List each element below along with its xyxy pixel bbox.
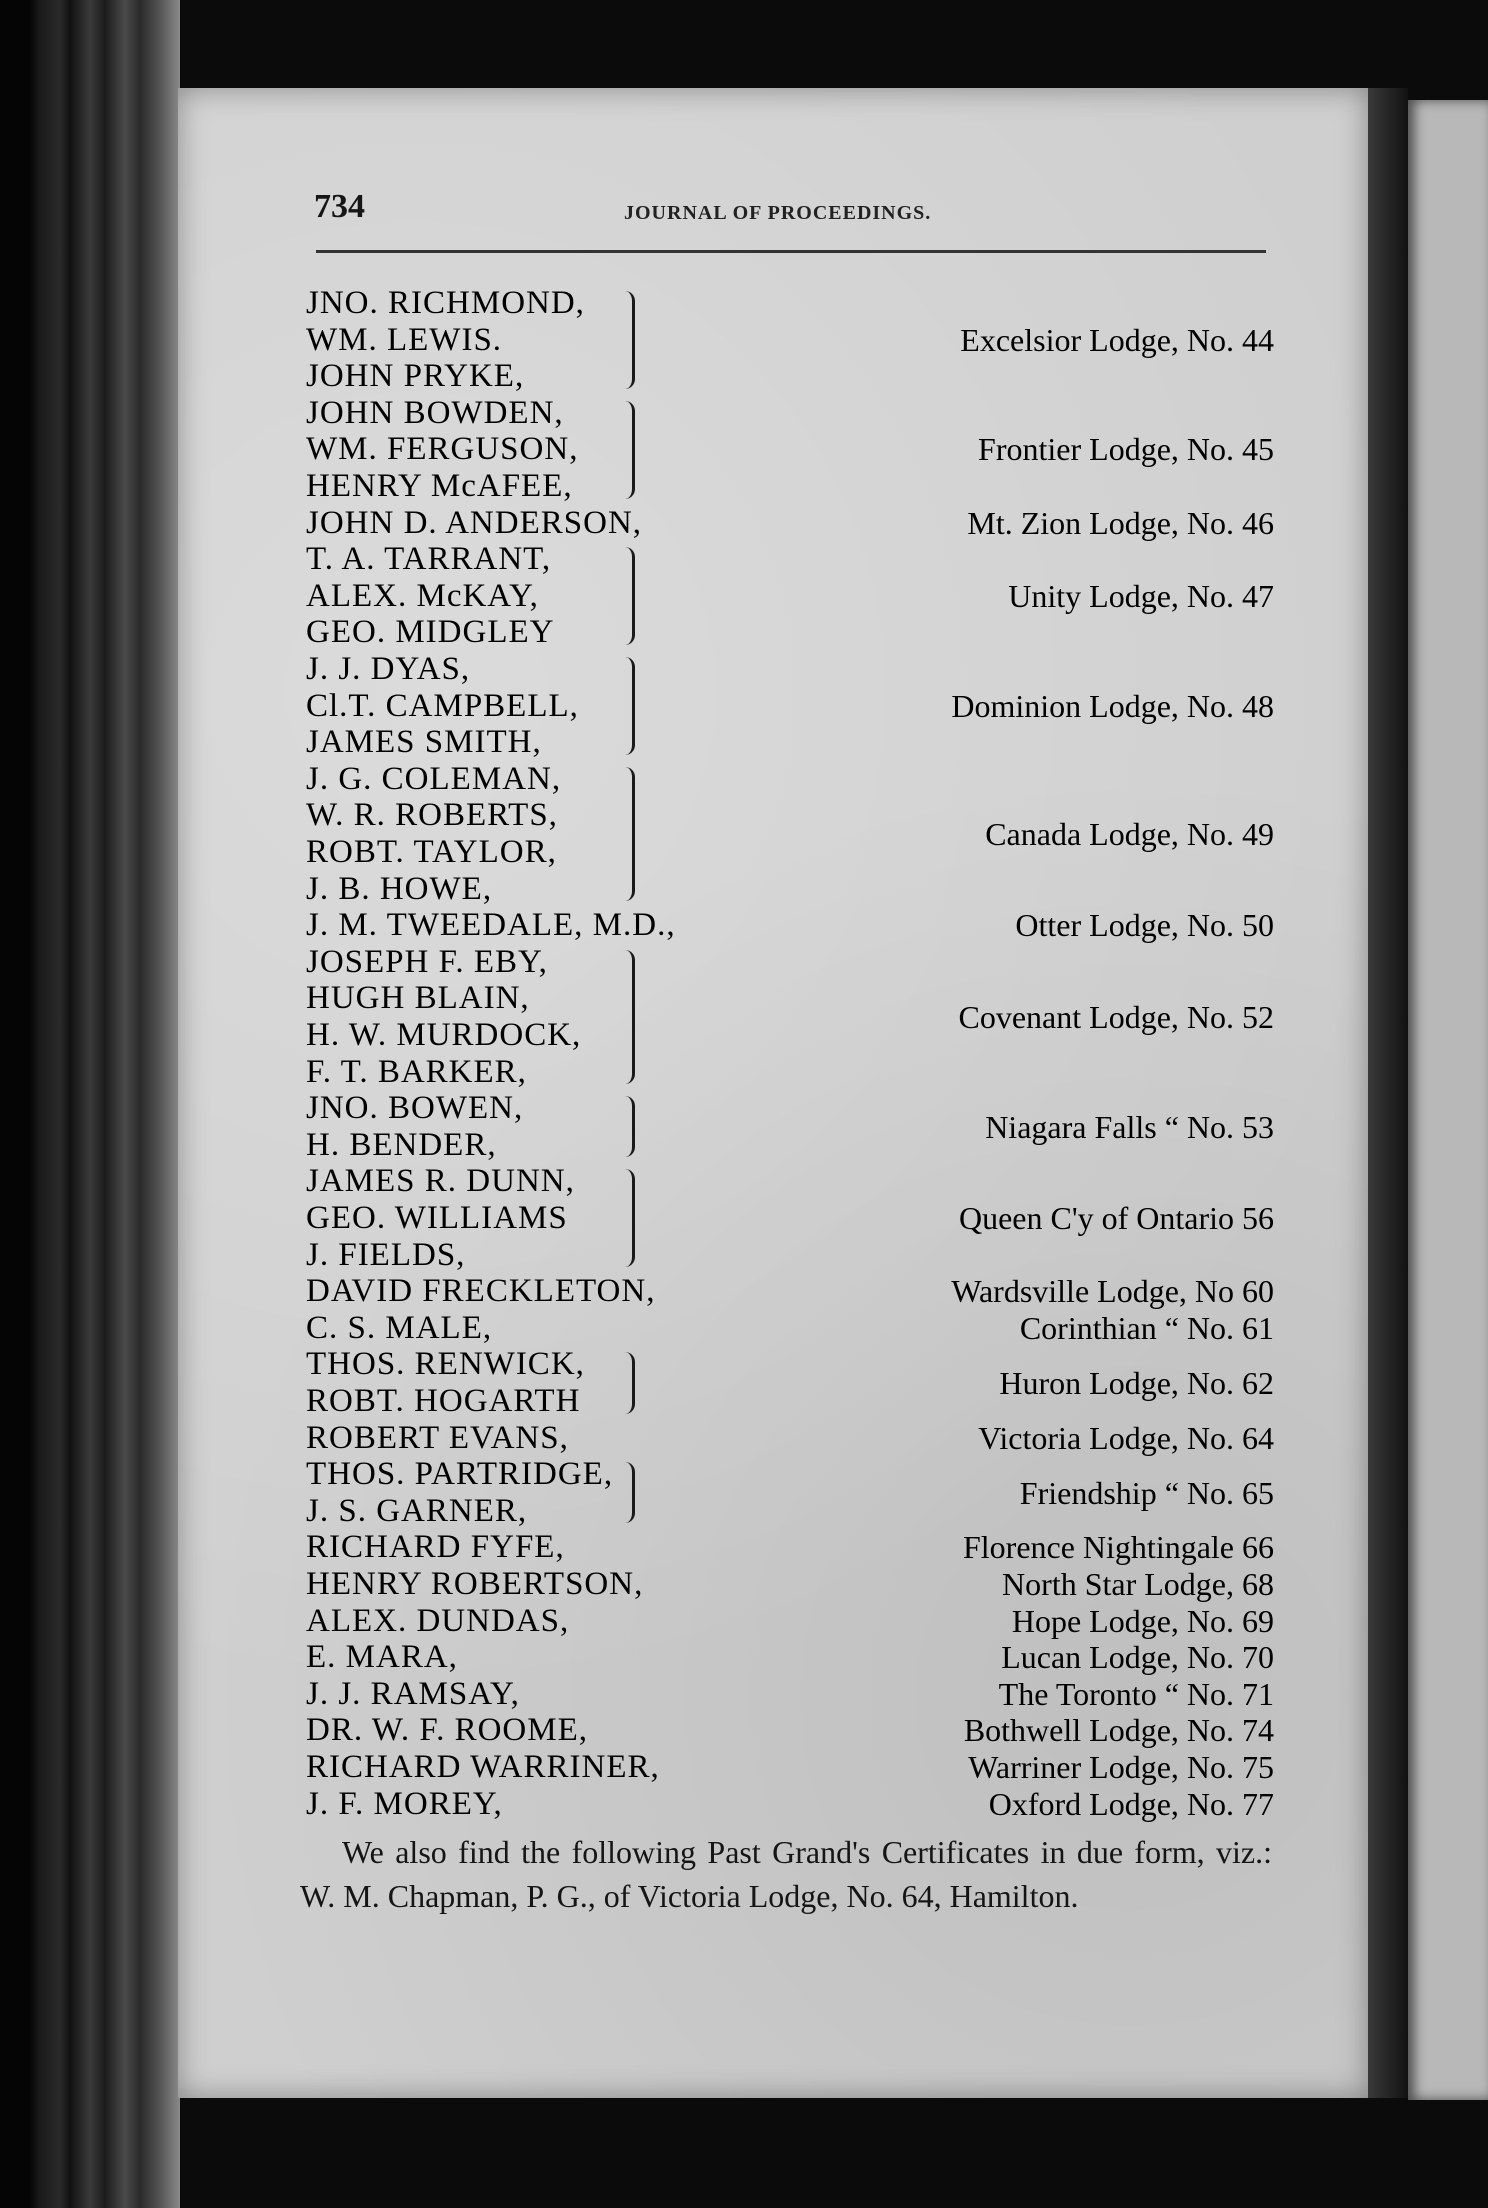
member-name: JOSEPH F. EBY, — [306, 943, 548, 980]
lodge-name: Florence Nightingale 66 — [962, 1529, 1274, 1566]
lodge-name: Hope Lodge, No. 69 — [1011, 1602, 1274, 1639]
grouping-brace — [622, 1462, 635, 1523]
member-name: C. S. MALE, — [306, 1309, 493, 1346]
member-name: ROBERT EVANS, — [306, 1419, 569, 1456]
member-name: WM. LEWIS. — [306, 321, 503, 358]
member-name: HENRY McAFEE, — [306, 468, 573, 504]
member-name: J. J. RAMSAY, — [306, 1675, 520, 1712]
lodge-name: Otter Lodge, No. 50 — [1015, 907, 1274, 944]
lodge-name: Friendship “ No. 65 — [1019, 1474, 1274, 1511]
lodge-name: The Toronto “ No. 71 — [998, 1675, 1274, 1712]
lodge-name: Victoria Lodge, No. 64 — [978, 1419, 1274, 1456]
lodge-name: Covenant Lodge, No. 52 — [958, 998, 1274, 1035]
member-name: THOS. RENWICK, — [306, 1346, 585, 1383]
member-name: H. W. MURDOCK, — [306, 1017, 582, 1053]
member-name: E. MARA, — [306, 1639, 458, 1676]
member-name: JAMES R. DUNN, — [306, 1163, 575, 1200]
lodge-name: Frontier Lodge, No. 45 — [978, 431, 1274, 468]
member-name: RICHARD FYFE, — [306, 1529, 565, 1566]
grouping-brace — [622, 1096, 635, 1157]
member-name: ROBT. TAYLOR, — [306, 834, 557, 870]
closing-paragraph — [300, 1830, 1272, 1918]
member-name: JOHN BOWDEN, — [306, 394, 564, 431]
member-name: J. M. TWEEDALE, M.D., — [306, 907, 676, 944]
lodge-name: Warriner Lodge, No. 75 — [968, 1749, 1274, 1785]
member-name: Cl.T. CAMPBELL, — [306, 687, 579, 724]
page-number: 734 — [314, 188, 365, 225]
member-name: T. A. TARRANT, — [306, 541, 552, 578]
grouping-brace — [622, 401, 635, 499]
lodge-name: Corinthian “ No. 61 — [1019, 1309, 1274, 1346]
lodge-name: Unity Lodge, No. 47 — [1008, 577, 1274, 614]
lodge-name: Queen C'y of Ontario 56 — [958, 1200, 1274, 1236]
lodge-name: Dominion Lodge, No. 48 — [951, 687, 1274, 724]
member-name: JNO. BOWEN, — [306, 1090, 524, 1127]
lodge-name: Niagara Falls “ No. 53 — [985, 1108, 1274, 1145]
lodge-name: Huron Lodge, No. 62 — [999, 1364, 1274, 1401]
member-name: W. R. ROBERTS, — [306, 797, 558, 834]
member-name: J. S. GARNER, — [306, 1492, 528, 1529]
facing-page-edge — [1408, 100, 1488, 2100]
member-name: DR. W. F. ROOME, — [306, 1712, 588, 1749]
lodge-name: Mt. Zion Lodge, No. 46 — [967, 504, 1274, 541]
header-rule — [316, 250, 1266, 253]
grouping-brace — [622, 1169, 635, 1267]
member-name: JOHN PRYKE, — [306, 358, 525, 395]
member-name: J. F. MOREY, — [306, 1785, 503, 1822]
book-binding-edge — [0, 0, 180, 2208]
member-name: J. FIELDS, — [306, 1236, 466, 1273]
gutter-shadow — [1368, 88, 1408, 2098]
grouping-brace — [622, 950, 635, 1084]
member-name: H. BENDER, — [306, 1126, 497, 1163]
member-name: RICHARD WARRINER, — [306, 1749, 660, 1785]
page-header — [314, 186, 1264, 246]
member-name: GEO. WILLIAMS — [306, 1200, 568, 1236]
member-name: WM. FERGUSON, — [306, 431, 579, 468]
member-name: HUGH BLAIN, — [306, 980, 530, 1017]
closing-text: We also find the following Past Grand's Certificates in due form, viz.: W. M. Chapman, P. G., of Victoria Lodge, No. 64, Hamilton. — [300, 1834, 1272, 1914]
grouping-brace — [622, 1352, 635, 1413]
grouping-brace — [622, 291, 635, 389]
lodge-name: Canada Lodge, No. 49 — [985, 815, 1274, 852]
grouping-brace — [622, 657, 635, 755]
member-name: ALEX. McKAY, — [306, 577, 539, 614]
lodge-name: Wardsville Lodge, No 60 — [951, 1273, 1274, 1310]
member-name: JAMES SMITH, — [306, 724, 542, 761]
member-name: ROBT. HOGARTH — [306, 1383, 581, 1419]
member-name: GEO. MIDGLEY — [306, 614, 555, 651]
lodge-name: Lucan Lodge, No. 70 — [1001, 1639, 1274, 1676]
member-name: THOS. PARTRIDGE, — [306, 1456, 614, 1493]
lodge-name: Oxford Lodge, No. 77 — [988, 1785, 1274, 1822]
grouping-brace — [622, 547, 635, 645]
member-name: JOHN D. ANDERSON, — [306, 504, 643, 541]
member-name: J. G. COLEMAN, — [306, 760, 562, 797]
member-name: ALEX. DUNDAS, — [306, 1602, 570, 1639]
member-name: F. T. BARKER, — [306, 1053, 527, 1090]
lodge-name: Bothwell Lodge, No. 74 — [963, 1712, 1274, 1749]
grouping-brace — [622, 767, 635, 901]
lodge-name: North Star Lodge, 68 — [1002, 1566, 1274, 1602]
member-name: DAVID FRECKLETON, — [306, 1273, 656, 1310]
member-name: JNO. RICHMOND, — [306, 285, 585, 321]
running-title: JOURNAL OF PROCEEDINGS. — [624, 202, 932, 224]
member-name: J. B. HOWE, — [306, 870, 493, 907]
member-name: J. J. DYAS, — [306, 651, 471, 687]
member-name: HENRY ROBERTSON, — [306, 1566, 644, 1602]
lodge-name: Excelsior Lodge, No. 44 — [960, 321, 1274, 358]
